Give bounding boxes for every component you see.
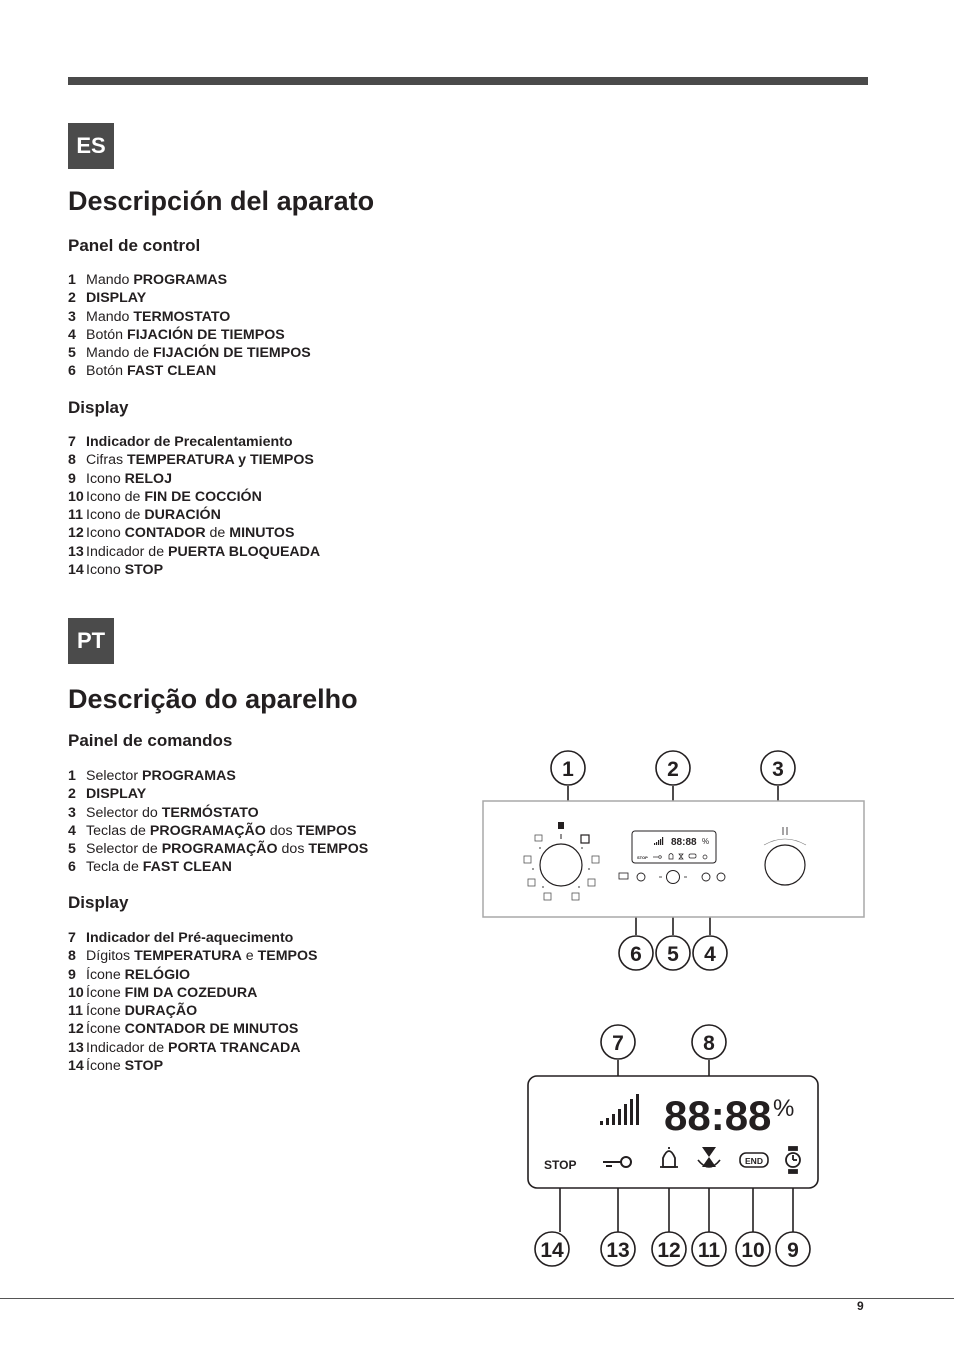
list-item: [68, 1057, 318, 1075]
list-item-text: [86, 470, 172, 488]
panel-heading-es: Panel de control: [68, 236, 201, 255]
list-item-number: 1: [68, 768, 76, 784]
small-display-digits: 88:88: [671, 837, 697, 848]
list-item-number: 13: [68, 1039, 84, 1056]
list-item: [68, 1002, 318, 1020]
list-item-text: [86, 840, 368, 858]
title-pt: Descrição do aparelho: [68, 684, 358, 714]
list-item-text: [86, 362, 216, 380]
list-item-bold-text: Indicador de Precalentamiento: [86, 434, 293, 450]
callout-9: 9: [787, 1239, 799, 1262]
list-item-text: [86, 858, 232, 876]
list-item-number: 6: [68, 859, 76, 876]
list-item-text: [86, 561, 163, 579]
list-item: [68, 289, 311, 307]
list-item-bold-text: PROGRAMAS: [142, 768, 236, 784]
display-figure: [520, 1020, 830, 1270]
callout-1: 1: [562, 758, 574, 781]
list-item-number: 5: [68, 841, 76, 858]
list-item: [68, 858, 368, 876]
list-item-text: [86, 506, 221, 524]
list-item-plain-text: Indicador de: [86, 1039, 169, 1056]
list-item: [68, 947, 318, 965]
list-item-bold-text: PROGRAMAÇÃO: [161, 841, 278, 858]
list-item-text: [86, 289, 146, 307]
list-item: [68, 271, 311, 289]
list-item-number: 3: [68, 804, 76, 821]
list-item-text: [86, 1057, 163, 1075]
list-item-plain-text: Teclas de: [86, 822, 150, 839]
list-item-plain-text: Ícone: [86, 984, 125, 1001]
time-setting-button: [702, 873, 710, 881]
callout-12: 12: [657, 1239, 681, 1262]
callout-5: 5: [667, 943, 679, 966]
list-item-bold-text: PUERTA BLOQUEADA: [168, 543, 321, 560]
list-item-text: [86, 785, 146, 803]
list-item-text: [86, 984, 257, 1002]
bottom-rule: [0, 1298, 954, 1299]
list-item: [68, 767, 368, 785]
list-item-plain-text: Selector do: [86, 804, 162, 821]
list-item: [68, 822, 368, 840]
callout-11: 11: [697, 1239, 721, 1262]
small-display: [632, 831, 716, 863]
list-item-number: 9: [68, 470, 76, 487]
list-item-plain-text: Ícone: [86, 1021, 125, 1038]
list-item-text: [86, 767, 236, 785]
list-item: [68, 308, 311, 326]
list-item-plain-text: Cifras: [86, 452, 127, 469]
list-item-plain-text: Icono de: [86, 488, 145, 505]
list-item: [68, 840, 368, 858]
list-item: [68, 1039, 318, 1057]
list-item-bold-text: DURAÇÃO: [124, 1003, 198, 1020]
list-item-plain-text: Icono: [86, 525, 125, 542]
clock-button-icon: [717, 873, 725, 881]
list-item-text: [86, 1002, 197, 1020]
list-item-bold-text: TEMPERATURA y TIEMPOS: [127, 452, 314, 469]
list-item-plain-text: dos: [265, 822, 297, 839]
fast-clean-button: [637, 873, 645, 881]
list-item-bold-text: DISPLAY: [86, 290, 147, 307]
list-item-text: [86, 433, 293, 451]
lang-badge-es: ES: [68, 123, 114, 169]
list-item-number: 8: [68, 452, 76, 469]
list-item-bold-text: CONTADOR DE MINUTOS: [124, 1021, 299, 1038]
callout-3: 3: [772, 758, 784, 781]
list-item-plain-text: dos: [277, 841, 309, 858]
list-item-bold-text: TERMOSTATO: [133, 308, 231, 325]
list-item-text: [86, 344, 311, 362]
list-item: [68, 326, 311, 344]
callout-14: 14: [540, 1239, 564, 1262]
list-item-number: 11: [68, 507, 83, 524]
list-item-plain-text: Selector: [86, 768, 142, 784]
list-item-plain-text: Icono de: [86, 507, 145, 524]
svg-text:STOP: STOP: [637, 855, 648, 860]
list-item-bold-text: DISPLAY: [86, 786, 147, 803]
top-rule: [68, 77, 868, 85]
list-item-number: 11: [68, 1003, 83, 1020]
display-percent: %: [773, 1095, 795, 1122]
stop-label: STOP: [544, 1158, 577, 1172]
list-item-plain-text: Botón: [86, 326, 128, 343]
list-item-plain-text: Icono: [86, 470, 125, 487]
list-item-bold-text: MINUTOS: [229, 525, 295, 542]
list-item-plain-text: Tecla de: [86, 859, 143, 876]
list-item-text: [86, 947, 318, 965]
list-item-number: 5: [68, 345, 76, 362]
list-item-text: [86, 929, 293, 947]
list-item-number: 12: [68, 1021, 84, 1038]
list-item: [68, 804, 368, 822]
callout-10: 10: [741, 1239, 765, 1262]
svg-text:%: %: [702, 837, 710, 846]
list-item: [68, 561, 320, 579]
list-item-number: 8: [68, 948, 76, 965]
list-item-plain-text: Selector de: [86, 841, 162, 858]
list-item-number: 14: [68, 1058, 84, 1075]
list-item-plain-text: Ícone: [86, 966, 125, 983]
list-item-number: 7: [68, 434, 76, 450]
list-item-text: [86, 271, 227, 289]
list-item-bold-text: Indicador del Pré-aquecimento: [86, 930, 294, 946]
list-item-plain-text: Indicador de: [86, 543, 169, 560]
list-item-bold-text: STOP: [124, 562, 164, 579]
list-item-plain-text: Icono: [86, 562, 125, 579]
list-item-plain-text: Mando de: [86, 345, 154, 362]
display-list-es: [68, 433, 320, 579]
list-item-number: 4: [68, 822, 76, 839]
list-item-number: 2: [68, 290, 76, 307]
control-panel-figure: [470, 745, 880, 985]
list-item-number: 6: [68, 363, 76, 380]
list-item-bold-text: FAST CLEAN: [127, 363, 217, 380]
list-item: [68, 929, 318, 947]
list-item: [68, 433, 320, 451]
list-item-bold-text: RELOJ: [124, 470, 172, 487]
list-item: [68, 1020, 318, 1038]
list-item-number: 9: [68, 966, 76, 983]
list-item-text: [86, 804, 259, 822]
panel-list-pt: [68, 767, 368, 877]
list-item-plain-text: Ícone: [86, 1058, 125, 1075]
list-item-bold-text: FIM DA COZEDURA: [124, 984, 258, 1001]
list-item: [68, 488, 320, 506]
list-item-number: 10: [68, 984, 84, 1001]
list-item-number: 1: [68, 272, 76, 288]
list-item: [68, 451, 320, 469]
list-item: [68, 506, 320, 524]
list-item-plain-text: Ícone: [86, 1003, 125, 1020]
list-item-bold-text: TERMÓSTATO: [161, 804, 259, 821]
list-item-bold-text: FIJACIÓN DE TIEMPOS: [153, 345, 311, 362]
list-item-plain-text: Botón: [86, 363, 128, 380]
list-item-text: [86, 822, 356, 840]
list-item: [68, 966, 318, 984]
time-setting-knob: [667, 871, 680, 884]
program-icon-top: [558, 822, 564, 829]
program-icon-right-top: [581, 835, 589, 843]
list-item-plain-text: e: [241, 948, 258, 965]
list-item: [68, 344, 311, 362]
list-item: [68, 543, 320, 561]
list-item-bold-text: RELÓGIO: [124, 966, 191, 983]
title-es: Descripción del aparato: [68, 186, 375, 216]
list-item-bold-text: TEMPOS: [257, 948, 318, 965]
list-item-bold-text: STOP: [124, 1058, 164, 1075]
panel-list-es: [68, 271, 311, 381]
callout-4: 4: [704, 943, 716, 966]
list-item-text: [86, 966, 190, 984]
lang-badge-pt: PT: [68, 618, 114, 664]
display-digits: 88:88: [664, 1092, 772, 1139]
list-item-plain-text: Mando: [86, 308, 134, 325]
list-item-bold-text: FIJACIÓN DE TIEMPOS: [127, 326, 285, 343]
list-item-bold-text: TEMPOS: [296, 822, 357, 839]
list-item-number: 13: [68, 543, 84, 560]
callout-6: 6: [630, 943, 642, 966]
list-item: [68, 524, 320, 542]
list-item-bold-text: CONTADOR: [124, 525, 206, 542]
page-number: 9: [857, 1299, 864, 1313]
svg-text:END: END: [745, 1156, 763, 1166]
list-item-bold-text: DURACIÓN: [144, 507, 221, 524]
list-item-bold-text: TEMPOS: [308, 841, 369, 858]
display-heading-pt: Display: [68, 893, 129, 912]
list-item-text: [86, 488, 262, 506]
programs-knob: [540, 844, 582, 886]
list-item-number: 12: [68, 525, 84, 542]
thermostat-knob: [765, 845, 805, 885]
list-item: [68, 785, 368, 803]
list-item-number: 3: [68, 308, 76, 325]
list-item-bold-text: PROGRAMAS: [133, 272, 228, 288]
panel-heading-pt: Painel de comandos: [68, 731, 233, 750]
list-item-plain-text: Mando: [86, 272, 134, 288]
list-item-text: [86, 524, 294, 542]
callout-2: 2: [667, 758, 679, 781]
callout-7: 7: [612, 1032, 624, 1055]
callout-8: 8: [703, 1032, 715, 1055]
list-item: [68, 984, 318, 1002]
list-item-bold-text: TEMPERATURA: [134, 948, 242, 965]
list-item-number: 4: [68, 326, 76, 343]
list-item-bold-text: PORTA TRANCADA: [168, 1039, 301, 1056]
list-item-plain-text: Dígitos: [86, 948, 135, 965]
list-item: [68, 470, 320, 488]
list-item-plain-text: de: [205, 525, 230, 542]
list-item-text: [86, 1020, 298, 1038]
list-item-number: 10: [68, 488, 84, 505]
list-item-text: [86, 326, 285, 344]
list-item-text: [86, 1039, 300, 1057]
list-item: [68, 362, 311, 380]
list-item-bold-text: FIN DE COCCIÓN: [144, 488, 262, 505]
end-cooking-icon: [740, 1153, 768, 1167]
list-item-text: [86, 543, 320, 561]
list-item-number: 7: [68, 930, 76, 946]
list-item-text: [86, 308, 230, 326]
list-item-number: 2: [68, 786, 76, 803]
list-item-bold-text: FAST CLEAN: [142, 859, 232, 876]
display-heading-es: Display: [68, 398, 129, 417]
callout-13: 13: [606, 1239, 630, 1262]
list-item-bold-text: PROGRAMAÇÃO: [149, 822, 266, 839]
display-list-pt: [68, 929, 318, 1075]
fast-clean-icon: [619, 873, 628, 879]
list-item-number: 14: [68, 562, 84, 579]
list-item-text: [86, 451, 314, 469]
